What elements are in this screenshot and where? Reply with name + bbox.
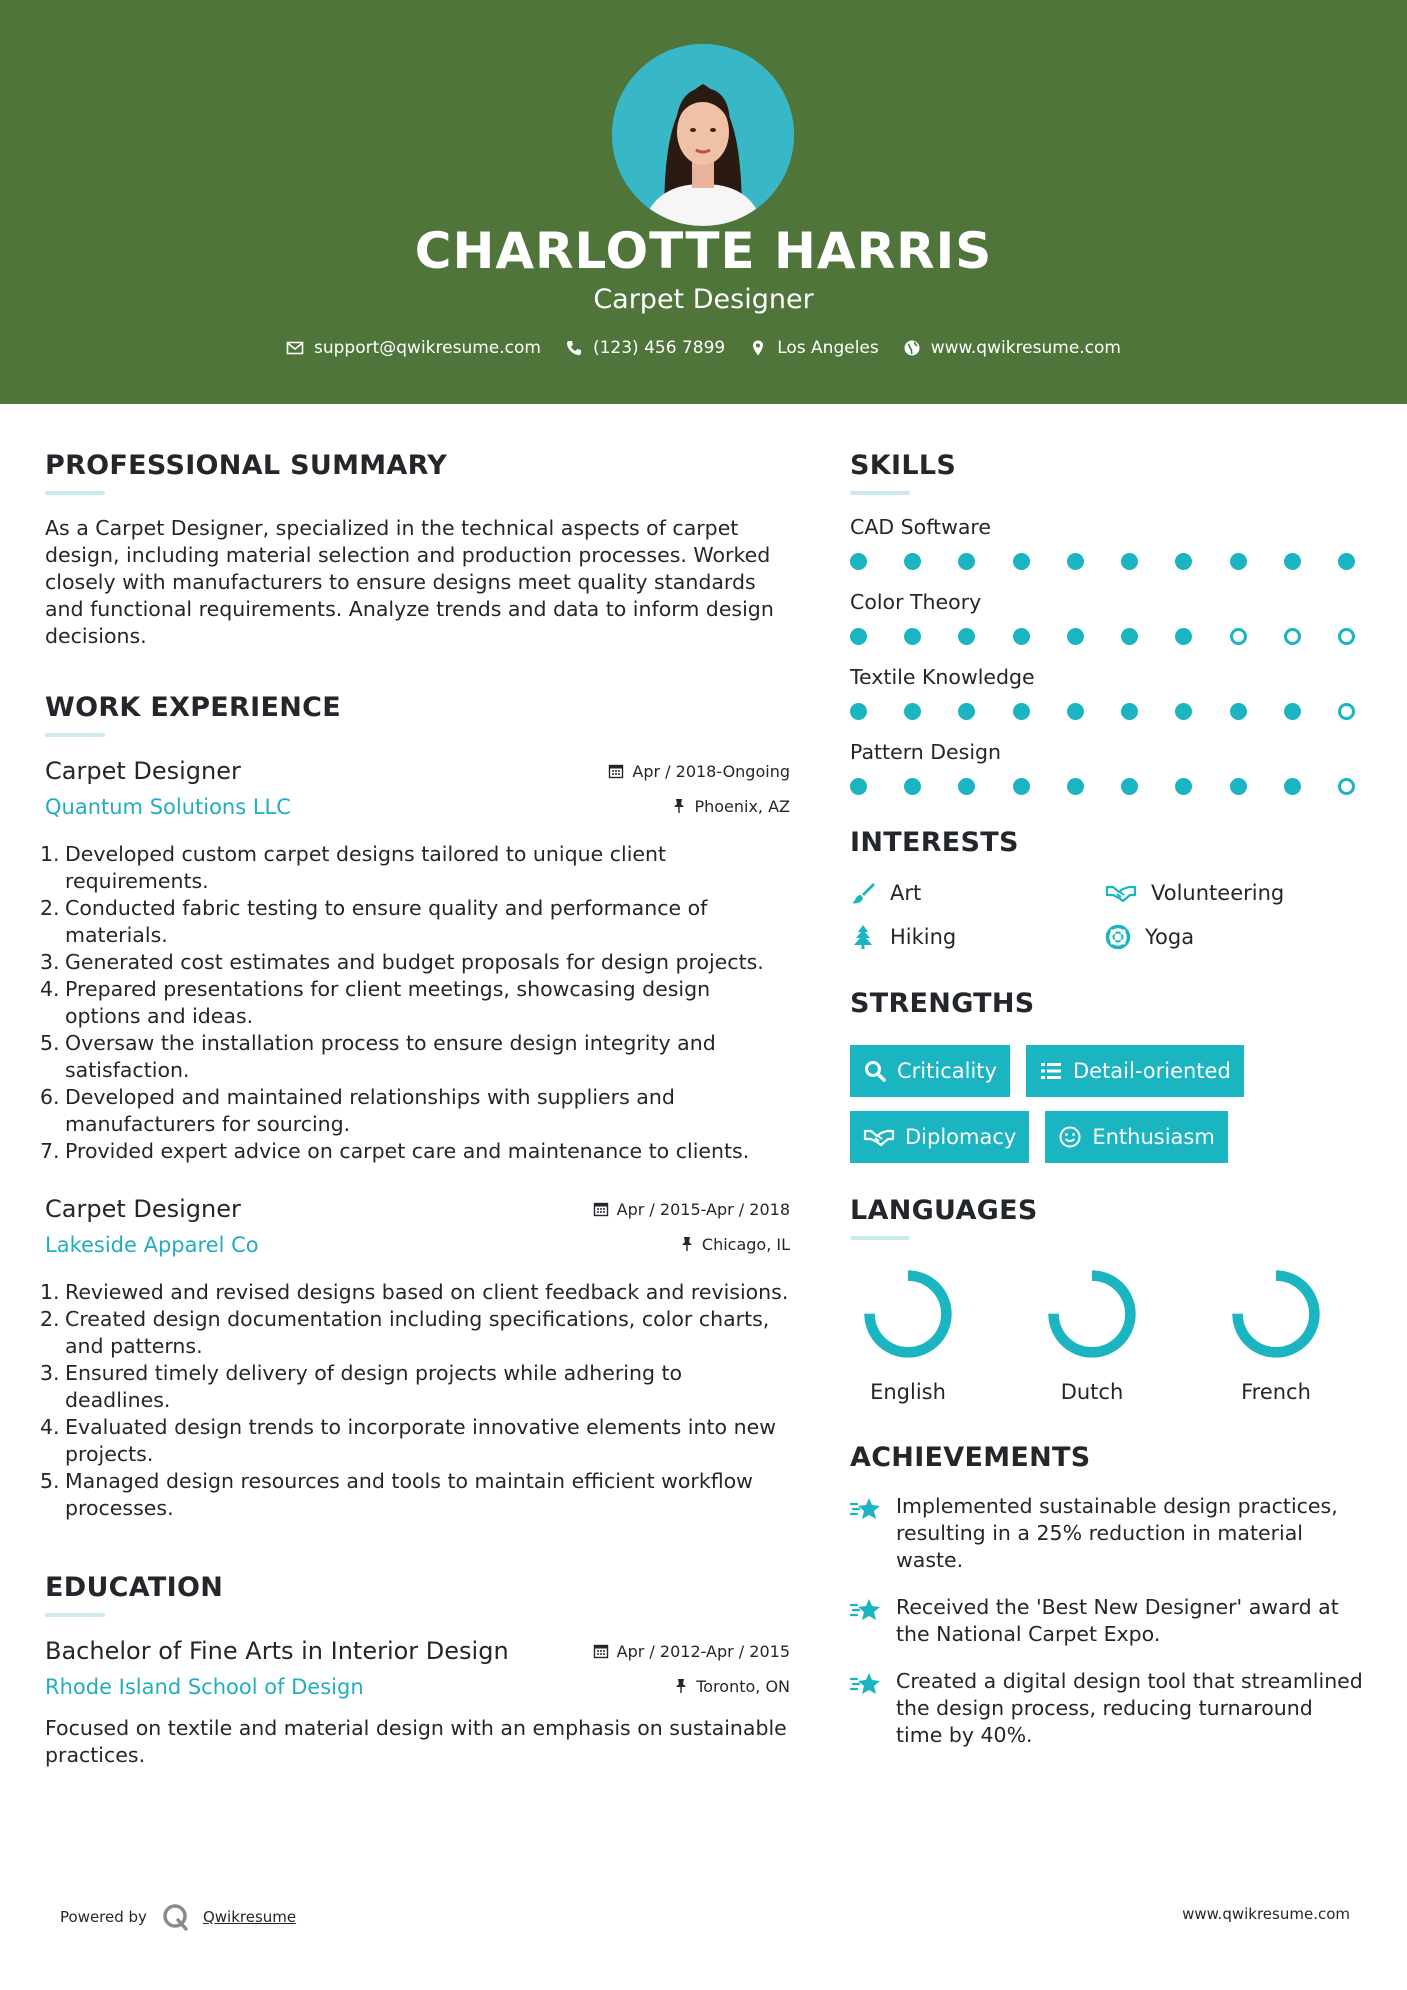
section-underline <box>45 733 105 737</box>
rating-dot-filled <box>1067 628 1084 645</box>
rating-dot-empty <box>1338 778 1355 795</box>
rating-dot-filled <box>1121 628 1138 645</box>
contact-phone-text: (123) 456 7899 <box>592 338 726 358</box>
rating-dot-filled <box>904 628 921 645</box>
interest-item <box>1105 880 1360 906</box>
page-footer <box>0 1895 1407 1935</box>
rating-dot-filled <box>850 778 867 795</box>
globe-icon <box>903 339 921 357</box>
language-level-ring <box>1228 1266 1324 1362</box>
rating-dot-filled <box>1338 553 1355 570</box>
phone-icon <box>565 339 583 357</box>
interests-heading: INTERESTS <box>850 827 1019 858</box>
rating-dot-empty <box>1230 628 1247 645</box>
skill-name: Pattern Design <box>850 740 1002 764</box>
interests-grid <box>850 880 1365 950</box>
list-item: 2. Conducted fabric testing to ensure quality and performance of materials. <box>40 896 708 947</box>
list-item: 6. Developed and maintained relationships with suppliers and manufacturers for sourcing. <box>40 1085 675 1136</box>
candidate-name: CHARLOTTE HARRIS <box>414 222 993 280</box>
language-level-arc <box>1054 1276 1131 1353</box>
achievement-item <box>850 1594 1365 1648</box>
rating-dot-filled <box>850 703 867 720</box>
powered-by <box>60 1903 296 1931</box>
interest-item <box>850 880 1105 906</box>
list-item: 4. Prepared presentations for client meetings, showcasing design options and ideas. <box>40 977 711 1028</box>
rating-dot-filled <box>1121 553 1138 570</box>
rating-dot-filled <box>1175 628 1192 645</box>
rating-dot-filled <box>958 778 975 795</box>
education-heading: EDUCATION <box>45 1572 224 1603</box>
rating-dot-filled <box>1067 778 1084 795</box>
achievement-item <box>850 1668 1365 1749</box>
list-item: 3. Generated cost estimates and budget proposals for design projects. <box>40 950 764 974</box>
education-location <box>674 1677 790 1696</box>
summary-section <box>45 450 790 650</box>
section-underline <box>45 1613 105 1617</box>
school-name: Rhode Island School of Design <box>45 1675 364 1699</box>
candidate-title: Carpet Designer <box>593 284 814 315</box>
education-location-text: Toronto, ON <box>696 1676 790 1696</box>
section-underline <box>850 1236 910 1240</box>
rating-dot-filled <box>850 628 867 645</box>
rating-dot-filled <box>1013 628 1030 645</box>
rating-dot-filled <box>1175 703 1192 720</box>
interest-label: Hiking <box>890 925 957 949</box>
list-item: 7. Provided expert advice on carpet care and maintenance to clients. <box>40 1139 750 1163</box>
rating-dot-filled <box>1230 553 1247 570</box>
rating-dot-filled <box>1013 778 1030 795</box>
skill-item <box>850 515 1365 570</box>
portrait-photo <box>612 44 794 226</box>
job-dates <box>593 1200 790 1219</box>
resume-header <box>0 0 1407 404</box>
list-item: 5. Managed design resources and tools to maintain efficient workflow processes. <box>40 1469 753 1520</box>
rating-dot-filled <box>1284 553 1301 570</box>
contact-website[interactable] <box>903 338 1121 358</box>
skill-name: Textile Knowledge <box>850 665 1035 689</box>
pushpin-icon <box>672 798 686 814</box>
list-item: 4. Evaluated design trends to incorporate innovative elements into new projects. <box>40 1415 776 1466</box>
job-dates-text: Apr / 2015-Apr / 2018 <box>616 1199 790 1219</box>
rating-dot-filled <box>1230 778 1247 795</box>
handshake-icon <box>863 1125 895 1149</box>
interest-item <box>1105 924 1360 950</box>
achievement-item <box>850 1493 1365 1574</box>
shooting-star-icon <box>850 1496 882 1522</box>
skill-item <box>850 590 1365 645</box>
education-section <box>45 1572 790 1769</box>
skill-name: Color Theory <box>850 590 982 614</box>
language-item <box>1226 1266 1326 1404</box>
footer-url[interactable]: www.qwikresume.com <box>1182 1905 1350 1923</box>
rating-dot-filled <box>1013 553 1030 570</box>
job-location <box>680 1235 790 1254</box>
shooting-star-icon <box>850 1597 882 1623</box>
languages-list <box>850 1266 1365 1404</box>
education-dates-text: Apr / 2012-Apr / 2015 <box>616 1641 790 1661</box>
rating-dot-empty <box>1284 628 1301 645</box>
experience-section <box>40 692 790 1522</box>
lifebuoy-icon <box>1105 924 1131 950</box>
calendar-icon <box>608 763 624 779</box>
achievements-list <box>850 1493 1365 1749</box>
contact-email[interactable] <box>286 338 541 358</box>
skill-rating <box>850 778 1355 795</box>
contact-location-text: Los Angeles <box>777 338 879 358</box>
envelope-icon <box>286 339 304 357</box>
qwikresume-logo-icon <box>161 1903 189 1931</box>
achievements-section <box>850 1442 1365 1749</box>
job-duties-list <box>40 1279 790 1522</box>
rating-dot-empty <box>1338 628 1355 645</box>
shooting-star-icon <box>850 1671 882 1697</box>
avatar <box>612 44 794 226</box>
interest-label: Yoga <box>1145 925 1195 949</box>
rating-dot-filled <box>1230 703 1247 720</box>
calendar-icon <box>593 1201 609 1217</box>
rating-dot-filled <box>958 553 975 570</box>
language-level-arc <box>1238 1276 1315 1353</box>
language-item <box>858 1266 958 1404</box>
map-pin-icon <box>749 339 767 357</box>
languages-section <box>850 1195 1365 1404</box>
language-name: English <box>870 1380 946 1404</box>
contact-location <box>749 338 879 358</box>
skill-rating <box>850 628 1355 645</box>
strength-label: Diplomacy <box>905 1125 1017 1149</box>
smile-icon <box>1058 1125 1082 1149</box>
education-description: Focused on textile and material design with an emphasis on sustainable practices. <box>45 1716 787 1767</box>
language-level-ring <box>1044 1266 1140 1362</box>
rating-dot-filled <box>958 703 975 720</box>
skill-rating <box>850 703 1355 720</box>
achievement-text: Received the 'Best New Designer' award at the National Carpet Expo. <box>896 1595 1339 1646</box>
strengths-section <box>850 988 1365 1163</box>
paintbrush-icon <box>850 880 876 906</box>
list-icon <box>1039 1059 1063 1083</box>
contact-email-text: support@qwikresume.com <box>314 338 541 358</box>
job-location-text: Phoenix, AZ <box>694 796 790 816</box>
rating-dot-filled <box>1121 703 1138 720</box>
rating-dot-filled <box>904 553 921 570</box>
list-item: 1. Developed custom carpet designs tailored to unique client requirements. <box>40 842 667 893</box>
rating-dot-filled <box>1175 778 1192 795</box>
list-item: 3. Ensured timely delivery of design projects while adhering to deadlines. <box>40 1361 683 1412</box>
calendar-icon <box>593 1643 609 1659</box>
rating-dot-filled <box>1067 553 1084 570</box>
interest-label: Volunteering <box>1151 881 1285 905</box>
rating-dot-filled <box>1284 703 1301 720</box>
strength-label: Detail-oriented <box>1072 1059 1231 1083</box>
strength-chip <box>850 1045 1010 1097</box>
job-duties-list <box>40 841 790 1165</box>
achievement-text: Created a digital design tool that streamlined the design process, reducing turnaround time by 40%. <box>896 1669 1363 1747</box>
strength-chip <box>850 1111 1029 1163</box>
strengths-heading: STRENGTHS <box>850 988 1035 1019</box>
job-company: Lakeside Apparel Co <box>45 1233 259 1257</box>
strengths-chips <box>850 1045 1365 1163</box>
contact-phone[interactable] <box>565 338 725 358</box>
rating-dot-filled <box>1175 553 1192 570</box>
powered-by-text: Powered by <box>60 1908 147 1926</box>
language-level-ring <box>860 1266 956 1362</box>
rating-dot-filled <box>904 703 921 720</box>
rating-dot-filled <box>1013 703 1030 720</box>
rating-dot-filled <box>1284 778 1301 795</box>
job-dates <box>608 762 790 781</box>
skills-list <box>850 515 1365 795</box>
section-underline <box>850 491 910 495</box>
job-role: Carpet Designer <box>45 757 241 785</box>
job-role: Carpet Designer <box>45 1195 241 1223</box>
pushpin-icon <box>674 1678 688 1694</box>
contact-website-text: www.qwikresume.com <box>930 338 1121 358</box>
skill-rating <box>850 553 1355 570</box>
interest-label: Art <box>890 881 922 905</box>
skill-name: CAD Software <box>850 515 992 539</box>
interest-item <box>850 924 1105 950</box>
language-level-arc <box>870 1276 947 1353</box>
job-entry <box>40 1195 790 1522</box>
language-name: French <box>1241 1380 1311 1404</box>
left-column <box>40 450 790 1769</box>
rating-dot-filled <box>850 553 867 570</box>
interests-section <box>850 827 1365 950</box>
strength-label: Enthusiasm <box>1092 1125 1215 1149</box>
rating-dot-filled <box>1121 778 1138 795</box>
tree-icon <box>850 924 876 950</box>
list-item: 2. Created design documentation including specifications, color charts, and patterns. <box>40 1307 770 1358</box>
education-entry <box>45 1637 790 1769</box>
contact-bar <box>0 338 1407 358</box>
language-item <box>1042 1266 1142 1404</box>
brand-link[interactable]: Qwikresume <box>202 1908 297 1926</box>
list-item: 5. Oversaw the installation process to ensure design integrity and satisfaction. <box>40 1031 716 1082</box>
job-location <box>672 797 790 816</box>
languages-heading: LANGUAGES <box>850 1195 1038 1226</box>
handshake-icon <box>1105 880 1137 906</box>
section-underline <box>45 491 105 495</box>
job-company: Quantum Solutions LLC <box>45 795 291 819</box>
job-location-text: Chicago, IL <box>701 1234 790 1254</box>
rating-dot-filled <box>1067 703 1084 720</box>
search-icon <box>863 1059 887 1083</box>
summary-text: As a Carpet Designer, specialized in the technical aspects of carpet design, including material selection and production processes. Worked closely with manufacturers to ensure designs meet quality standards and functional requirements. Analyze trends and data to inform design decisions. <box>45 516 774 648</box>
job-entry <box>40 757 790 1165</box>
skills-heading: SKILLS <box>850 450 957 481</box>
rating-dot-filled <box>958 628 975 645</box>
language-name: Dutch <box>1060 1380 1124 1404</box>
skills-section <box>850 450 1365 795</box>
list-item: 1. Reviewed and revised designs based on client feedback and revisions. <box>40 1280 789 1304</box>
degree-name: Bachelor of Fine Arts in Interior Design <box>45 1637 509 1665</box>
achievement-text: Implemented sustainable design practices, resulting in a 25% reduction in material waste. <box>896 1494 1338 1572</box>
strength-chip <box>1045 1111 1227 1163</box>
achievements-heading: ACHIEVEMENTS <box>850 1442 1091 1473</box>
summary-heading: PROFESSIONAL SUMMARY <box>45 450 448 481</box>
experience-heading: WORK EXPERIENCE <box>45 692 341 723</box>
strength-chip <box>1026 1045 1244 1097</box>
pushpin-icon <box>680 1236 694 1252</box>
right-column <box>850 450 1365 1749</box>
skill-item <box>850 740 1365 795</box>
rating-dot-filled <box>904 778 921 795</box>
education-dates <box>593 1642 790 1661</box>
strength-label: Criticality <box>897 1059 997 1083</box>
skill-item <box>850 665 1365 720</box>
rating-dot-empty <box>1338 703 1355 720</box>
job-dates-text: Apr / 2018-Ongoing <box>632 761 790 781</box>
